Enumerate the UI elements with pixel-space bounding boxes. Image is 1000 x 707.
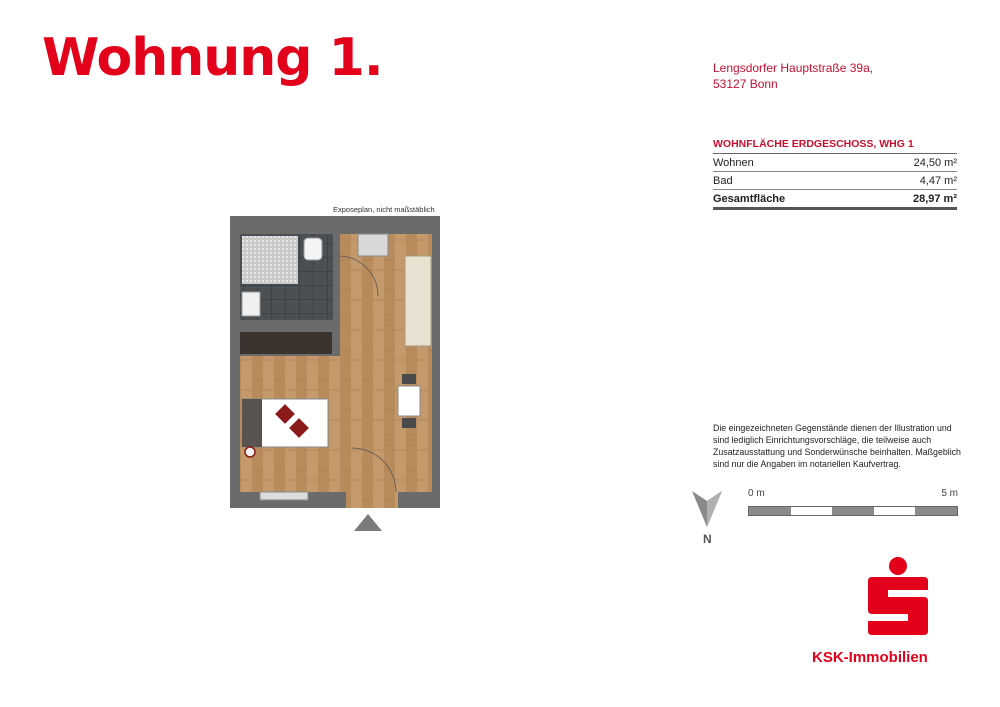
bed-headboard [242,399,262,447]
shelf [240,332,332,354]
scale-start: 0 m [748,488,765,499]
shower [242,236,298,284]
area-row-bad [713,172,957,190]
page-title: Wohnung 1. [42,28,383,88]
address-street: Lengsdorfer Hauptstraße 39a, [713,61,874,75]
scale-end: 5 m [941,488,958,499]
dining-table [398,386,420,416]
sink [358,234,388,256]
north-label: N [703,532,712,546]
north-arrow-icon [692,491,722,529]
kitchen-counter [405,256,431,346]
area-table [713,138,957,210]
window [260,492,308,500]
area-label: Wohnen [713,157,754,169]
area-row-total [713,190,957,210]
area-row-wohnen [713,154,957,172]
sparkasse-s-logo-icon [866,557,930,637]
address [713,60,873,92]
brand-name: KSK-Immobilien [812,649,928,666]
area-table-heading: WOHNFLÄCHE ERDGESCHOSS, WHG 1 [713,138,957,154]
washbasin [242,292,260,316]
chair [402,374,416,384]
plant [245,447,255,457]
plan-caption: Exposeplan, nicht maßstäblich [333,205,435,214]
address-city: 53127 Bonn [713,77,778,91]
area-total-value: 28,97 m² [912,193,957,205]
area-label: Bad [713,175,733,187]
area-value: 24,50 m² [913,157,957,169]
entrance-arrow-icon [354,514,382,531]
area-total-label: Gesamtfläche [713,193,786,205]
disclaimer: Die eingezeichneten Gegenstände dienen der Illustration und sind lediglich Einrichtungsvorschläge, die teilweise auch Zusatzausstattung und Sonderwünsche beinhalten. Maßgeblich sind nur die Angaben im notariellen Kaufvertrag. [713,423,961,469]
toilet [304,238,322,260]
interior-wall [240,320,340,332]
scale-segments [748,506,958,516]
area-value: 4,47 m² [919,175,957,187]
entrance [346,492,398,508]
floor-plan [230,216,440,531]
chair [402,418,416,428]
